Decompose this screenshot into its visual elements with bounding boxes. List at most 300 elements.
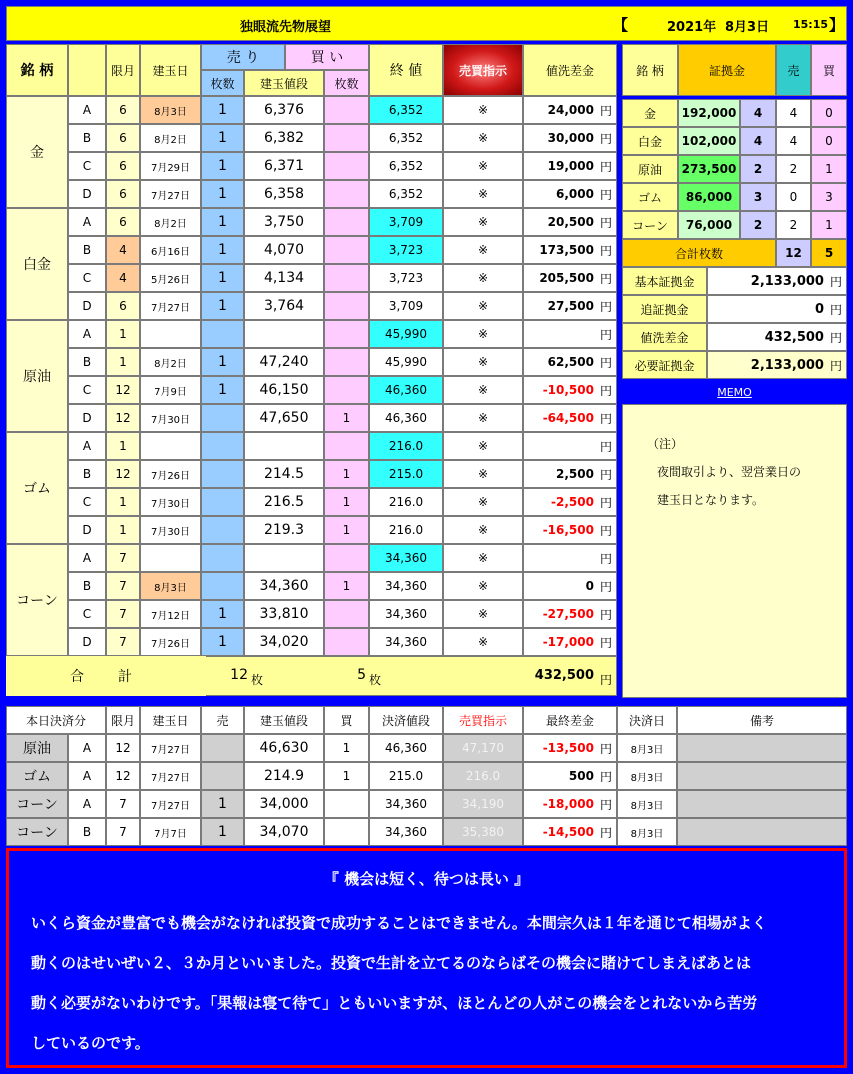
entry-price: 6,371: [244, 152, 324, 180]
settle-diff: [523, 818, 617, 846]
sell-qty: 1: [201, 264, 244, 292]
message-line-1: いくら資金が豊富でも機会がなければ投資で成功することはできません。本間宗久は１年を通じて相場がよく: [31, 914, 767, 932]
sell-qty: 1: [201, 376, 244, 404]
sell-qty: 1: [201, 96, 244, 124]
trade-signal: ※: [443, 208, 523, 236]
contract-month: 12: [106, 376, 140, 404]
settle-date: 8月3日: [617, 734, 677, 762]
pl-value: 6,000: [556, 187, 594, 201]
yen-unit: 円: [599, 103, 612, 118]
row-letter: A: [68, 96, 106, 124]
yen-unit: 円: [599, 607, 612, 622]
pl-diff: [523, 348, 617, 376]
settle-date: 8月3日: [617, 790, 677, 818]
margin-commodity: ゴム: [622, 183, 678, 211]
close-price: 46,360: [369, 404, 443, 432]
settle-letter: A: [68, 762, 106, 790]
summary-value: [707, 267, 847, 295]
settle-note: [677, 790, 847, 818]
entry-date: 8月2日: [140, 124, 201, 152]
entry-date: 7月9日: [140, 376, 201, 404]
settle-close: 34,360: [369, 818, 443, 846]
margin-amount: 102,000: [678, 127, 740, 155]
entry-date: 7月30日: [140, 404, 201, 432]
entry-date: 8月3日: [140, 96, 201, 124]
buy-qty: 1: [324, 460, 369, 488]
entry-price: 214.5: [244, 460, 324, 488]
margin-count: 2: [740, 155, 776, 183]
trade-signal: ※: [443, 152, 523, 180]
sell-qty: [201, 404, 244, 432]
settle-sell: 1: [201, 790, 244, 818]
yen-unit: 円: [599, 467, 612, 482]
pl-value: 19,000: [547, 159, 594, 173]
pl-value: 30,000: [547, 131, 594, 145]
message-box: [6, 848, 847, 1068]
header-buy: 買 い: [285, 44, 369, 70]
entry-date: 8月3日: [140, 572, 201, 600]
close-price: 6,352: [369, 124, 443, 152]
yen-unit: 円: [829, 274, 842, 289]
header-buy-qty: 枚数: [324, 70, 369, 96]
buy-qty: [324, 292, 369, 320]
trade-signal: ※: [443, 432, 523, 460]
entry-date: 7月29日: [140, 152, 201, 180]
trade-signal: ※: [443, 404, 523, 432]
settle-header-note: 備考: [677, 706, 847, 734]
trade-signal: ※: [443, 516, 523, 544]
buy-qty: [324, 628, 369, 656]
commodity-name: 金: [6, 96, 68, 208]
margin-buy: 1: [811, 211, 847, 239]
yen-unit: 円: [829, 358, 842, 373]
margin-sell: 2: [776, 211, 811, 239]
settle-price: 34,070: [244, 818, 324, 846]
margin-header-margin: 証拠金: [678, 44, 776, 96]
sell-qty: 1: [201, 236, 244, 264]
message-line-4: しているのです。: [31, 1034, 150, 1052]
settle-diff-value: 500: [568, 769, 594, 783]
close-price: 3,709: [369, 292, 443, 320]
trade-signal: ※: [443, 264, 523, 292]
buy-qty: [324, 264, 369, 292]
close-price: 34,360: [369, 600, 443, 628]
entry-price: [244, 432, 324, 460]
close-price: 46,360: [369, 376, 443, 404]
pl-diff: [523, 376, 617, 404]
summary-amount: 2,133,000: [750, 357, 824, 373]
contract-month: 12: [106, 404, 140, 432]
row-letter: D: [68, 292, 106, 320]
header-price: 建玉値段: [244, 70, 324, 96]
settle-entry-date: 7月7日: [140, 818, 201, 846]
header-diff: 値洗差金: [523, 44, 617, 96]
entry-date: 7月30日: [140, 516, 201, 544]
trade-signal: ※: [443, 124, 523, 152]
date-year: 2021年: [667, 20, 717, 35]
buy-qty: [324, 600, 369, 628]
trade-signal: ※: [443, 628, 523, 656]
pl-diff: [523, 404, 617, 432]
close-price: 6,352: [369, 96, 443, 124]
contract-month: 1: [106, 432, 140, 460]
margin-sell: 0: [776, 183, 811, 211]
settle-letter: A: [68, 734, 106, 762]
pl-value: 24,000: [547, 103, 594, 117]
settle-header-date: 建玉日: [140, 706, 201, 734]
margin-amount: 76,000: [678, 211, 740, 239]
settle-buy: [324, 790, 369, 818]
contract-month: 6: [106, 180, 140, 208]
sell-qty: 1: [201, 152, 244, 180]
settle-letter: B: [68, 818, 106, 846]
entry-date: 8月2日: [140, 208, 201, 236]
settle-note: [677, 734, 847, 762]
entry-date: 8月2日: [140, 348, 201, 376]
yen-unit: 円: [599, 355, 612, 370]
margin-commodity: 白金: [622, 127, 678, 155]
sell-qty: 1: [201, 600, 244, 628]
row-letter: D: [68, 516, 106, 544]
yen-unit: 円: [599, 741, 612, 756]
entry-price: [244, 544, 324, 572]
entry-date: 7月30日: [140, 488, 201, 516]
row-letter: C: [68, 376, 106, 404]
settle-entry-date: 7月27日: [140, 734, 201, 762]
contract-month: 1: [106, 516, 140, 544]
row-letter: B: [68, 572, 106, 600]
pl-diff: [523, 516, 617, 544]
settle-buy: [324, 818, 369, 846]
contract-month: 6: [106, 208, 140, 236]
pl-diff: [523, 180, 617, 208]
buy-qty: 1: [324, 404, 369, 432]
pl-diff: [523, 544, 617, 572]
entry-date: 7月12日: [140, 600, 201, 628]
memo-link[interactable]: MEMO: [717, 385, 752, 399]
summary-amount: 432,500: [764, 329, 824, 345]
settle-header-date2: 決済日: [617, 706, 677, 734]
entry-date: [140, 320, 201, 348]
pl-value: -27,500: [542, 607, 594, 621]
time: 15:15: [793, 18, 829, 31]
pl-value: -16,500: [542, 523, 594, 537]
settle-header-name: 本日決済分: [6, 706, 106, 734]
settle-signal: 47,170: [443, 734, 523, 762]
entry-price: 4,070: [244, 236, 324, 264]
pl-diff: [523, 572, 617, 600]
settle-header-signal: 売買指示: [443, 706, 523, 734]
yen-unit: 円: [829, 330, 842, 345]
settle-letter: A: [68, 790, 106, 818]
settle-name: コーン: [6, 790, 68, 818]
sell-qty: 1: [201, 348, 244, 376]
summary-amount: 0: [814, 301, 824, 317]
close-price: 216.0: [369, 488, 443, 516]
pl-value: 20,500: [547, 215, 594, 229]
bracket-open: 【: [613, 16, 629, 34]
settle-price: 46,630: [244, 734, 324, 762]
entry-price: 47,650: [244, 404, 324, 432]
settle-header-diff: 最終差金: [523, 706, 617, 734]
entry-date: 7月27日: [140, 292, 201, 320]
pl-value: -64,500: [542, 411, 594, 425]
pl-value: 62,500: [547, 355, 594, 369]
entry-price: 34,360: [244, 572, 324, 600]
yen-unit: 円: [599, 825, 612, 840]
margin-total-label: 合計枚数: [622, 239, 776, 267]
row-letter: D: [68, 180, 106, 208]
totals-buy-qty: 5: [330, 658, 366, 692]
close-price: 3,723: [369, 264, 443, 292]
memo-note-3: 建玉日となります。: [657, 493, 765, 507]
contract-month: 1: [106, 348, 140, 376]
header-date: 建玉日: [140, 44, 201, 96]
header-signal: 売買指示: [443, 44, 523, 96]
margin-header-buy: 買: [811, 44, 847, 96]
settle-close: 46,360: [369, 734, 443, 762]
entry-price: 46,150: [244, 376, 324, 404]
memo-note-1: （注）: [647, 437, 684, 451]
close-price: 6,352: [369, 180, 443, 208]
margin-buy: 0: [811, 99, 847, 127]
contract-month: 12: [106, 460, 140, 488]
buy-qty: [324, 376, 369, 404]
trade-signal: ※: [443, 348, 523, 376]
settle-sell: 1: [201, 818, 244, 846]
close-price: 45,990: [369, 348, 443, 376]
commodity-name: コーン: [6, 544, 68, 656]
trade-signal: ※: [443, 292, 523, 320]
pl-diff: [523, 208, 617, 236]
settle-price: 214.9: [244, 762, 324, 790]
close-price: 34,360: [369, 544, 443, 572]
margin-buy: 3: [811, 183, 847, 211]
margin-sell: 4: [776, 127, 811, 155]
yen-unit: 円: [599, 551, 612, 566]
entry-price: 3,764: [244, 292, 324, 320]
summary-value: [707, 295, 847, 323]
row-letter: D: [68, 628, 106, 656]
close-price: 34,360: [369, 572, 443, 600]
row-letter: B: [68, 236, 106, 264]
entry-price: 6,382: [244, 124, 324, 152]
totals-sell-qty: 12: [200, 658, 248, 692]
commodity-name: 白金: [6, 208, 68, 320]
settle-close: 215.0: [369, 762, 443, 790]
yen-unit: 円: [599, 215, 612, 230]
settle-name: コーン: [6, 818, 68, 846]
contract-month: 6: [106, 152, 140, 180]
row-letter: B: [68, 348, 106, 376]
settle-diff-value: -18,000: [542, 797, 594, 811]
trade-signal: ※: [443, 320, 523, 348]
trade-signal: ※: [443, 180, 523, 208]
totals-yen: 円: [596, 664, 616, 694]
close-price: 34,360: [369, 628, 443, 656]
memo-box: [622, 404, 847, 698]
settle-diff-value: -13,500: [542, 741, 594, 755]
contract-month: 4: [106, 264, 140, 292]
margin-total-sell: 12: [776, 239, 811, 267]
yen-unit: 円: [599, 797, 612, 812]
entry-date: 7月26日: [140, 460, 201, 488]
buy-qty: 1: [324, 516, 369, 544]
entry-price: 34,020: [244, 628, 324, 656]
trade-signal: ※: [443, 600, 523, 628]
yen-unit: 円: [599, 187, 612, 202]
entry-price: 47,240: [244, 348, 324, 376]
contract-month: 1: [106, 320, 140, 348]
row-letter: A: [68, 320, 106, 348]
totals-label: 合 計: [6, 656, 206, 696]
settle-diff: [523, 734, 617, 762]
sell-qty: 1: [201, 628, 244, 656]
settle-signal: 35,380: [443, 818, 523, 846]
settle-entry-date: 7月27日: [140, 762, 201, 790]
pl-value: 27,500: [547, 299, 594, 313]
settle-buy: 1: [324, 734, 369, 762]
margin-commodity: 金: [622, 99, 678, 127]
totals-diff: 432,500: [500, 658, 594, 692]
close-price: 3,723: [369, 236, 443, 264]
sell-qty: 1: [201, 292, 244, 320]
row-letter: C: [68, 488, 106, 516]
yen-unit: 円: [599, 439, 612, 454]
row-letter: C: [68, 600, 106, 628]
message-line-2: 動くのはせいぜい２、３か月といいました。投資で生計を立てるのならばその機会に賭けてしまえばあとは: [31, 954, 752, 972]
entry-date: 7月27日: [140, 180, 201, 208]
sell-qty: [201, 460, 244, 488]
settle-buy: 1: [324, 762, 369, 790]
settle-date: 8月3日: [617, 762, 677, 790]
totals-sell-unit: 枚: [248, 664, 266, 694]
bracket-close: 】: [829, 16, 845, 34]
buy-qty: [324, 96, 369, 124]
settle-header-close: 決済値段: [369, 706, 443, 734]
buy-qty: [324, 320, 369, 348]
sell-qty: [201, 572, 244, 600]
title-bar: [6, 6, 847, 41]
yen-unit: 円: [599, 411, 612, 426]
sell-qty: [201, 544, 244, 572]
contract-month: 7: [106, 600, 140, 628]
row-letter: D: [68, 404, 106, 432]
yen-unit: 円: [599, 299, 612, 314]
pl-diff: [523, 628, 617, 656]
margin-count: 4: [740, 99, 776, 127]
pl-value: -2,500: [551, 495, 594, 509]
yen-unit: 円: [829, 302, 842, 317]
yen-unit: 円: [599, 523, 612, 538]
margin-total-buy: 5: [811, 239, 847, 267]
settle-diff: [523, 790, 617, 818]
pl-diff: [523, 152, 617, 180]
header-letter-blank: [68, 44, 106, 96]
entry-price: 3,750: [244, 208, 324, 236]
yen-unit: 円: [599, 635, 612, 650]
yen-unit: 円: [599, 383, 612, 398]
margin-sell: 2: [776, 155, 811, 183]
entry-date: [140, 432, 201, 460]
sell-qty: [201, 320, 244, 348]
buy-qty: [324, 544, 369, 572]
settle-month: 12: [106, 762, 140, 790]
pl-diff: [523, 96, 617, 124]
contract-month: 4: [106, 236, 140, 264]
summary-label: 追証拠金: [622, 295, 707, 323]
close-price: 216.0: [369, 432, 443, 460]
yen-unit: 円: [599, 159, 612, 174]
settle-header-month: 限月: [106, 706, 140, 734]
settle-header-sell: 売: [201, 706, 244, 734]
settle-price: 34,000: [244, 790, 324, 818]
row-letter: A: [68, 544, 106, 572]
settle-name: 原油: [6, 734, 68, 762]
sell-qty: 1: [201, 180, 244, 208]
close-price: 215.0: [369, 460, 443, 488]
buy-qty: [324, 348, 369, 376]
trade-signal: ※: [443, 544, 523, 572]
yen-unit: 円: [599, 271, 612, 286]
sell-qty: [201, 488, 244, 516]
pl-value: 2,500: [556, 467, 594, 481]
commodity-name: ゴム: [6, 432, 68, 544]
margin-count: 2: [740, 211, 776, 239]
sell-qty: [201, 516, 244, 544]
header-close: 終 値: [369, 44, 443, 96]
pl-value: 173,500: [539, 243, 594, 257]
row-letter: C: [68, 152, 106, 180]
row-letter: A: [68, 208, 106, 236]
memo-note-2: 夜間取引より、翌営業日の: [657, 465, 802, 479]
yen-unit: 円: [599, 769, 612, 784]
entry-price: 6,358: [244, 180, 324, 208]
summary-label: 値洗差金: [622, 323, 707, 351]
yen-unit: 円: [599, 579, 612, 594]
buy-qty: [324, 152, 369, 180]
commodity-name: 原油: [6, 320, 68, 432]
message-line-3: 動く必要がないわけです。「果報は寝て待て」ともいいますが、ほとんどの人がこの機会をとれないから苦労: [31, 994, 758, 1012]
margin-commodity: コーン: [622, 211, 678, 239]
pl-value: 0: [585, 579, 594, 593]
buy-qty: [324, 236, 369, 264]
entry-date: [140, 544, 201, 572]
entry-price: 216.5: [244, 488, 324, 516]
pl-diff: [523, 236, 617, 264]
date-day: 8月3日: [725, 20, 770, 35]
contract-month: 6: [106, 96, 140, 124]
buy-qty: 1: [324, 488, 369, 516]
close-price: 3,709: [369, 208, 443, 236]
settle-diff: [523, 762, 617, 790]
settle-date: 8月3日: [617, 818, 677, 846]
settle-header-buy: 買: [324, 706, 369, 734]
entry-date: 5月26日: [140, 264, 201, 292]
trade-signal: ※: [443, 460, 523, 488]
margin-buy: 1: [811, 155, 847, 183]
pl-diff: [523, 488, 617, 516]
settle-close: 34,360: [369, 790, 443, 818]
margin-count: 3: [740, 183, 776, 211]
entry-price: 219.3: [244, 516, 324, 544]
settle-note: [677, 762, 847, 790]
settle-name: ゴム: [6, 762, 68, 790]
pl-diff: [523, 320, 617, 348]
buy-qty: [324, 208, 369, 236]
summary-label: 必要証拠金: [622, 351, 707, 379]
pl-diff: [523, 124, 617, 152]
